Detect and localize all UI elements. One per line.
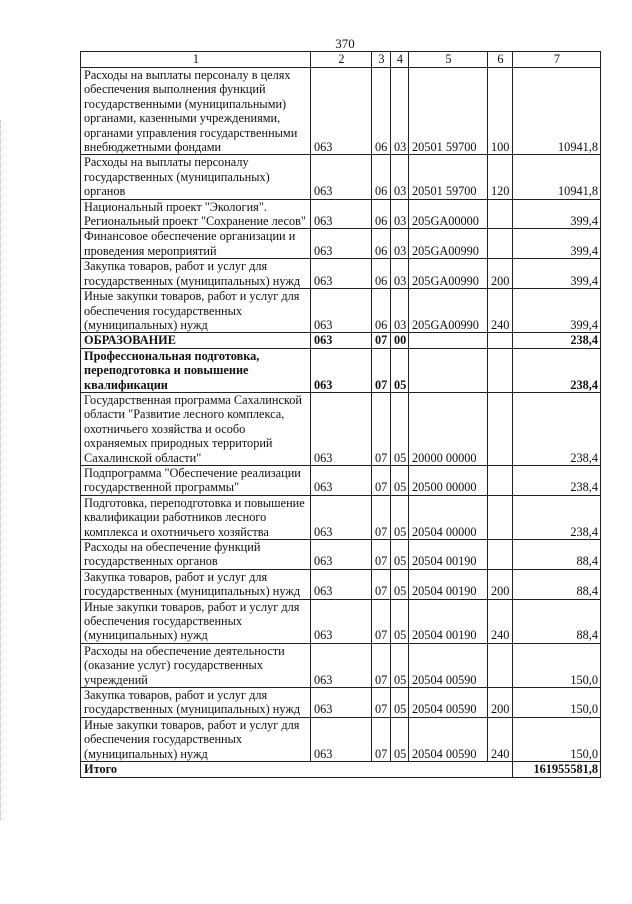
row-section-cell: 07 <box>372 348 391 392</box>
table-row <box>81 569 601 599</box>
row-expense-type-cell: 200 <box>488 569 513 599</box>
row-section-cell: 06 <box>372 155 391 199</box>
row-target-article-cell: 205GA00990 <box>409 259 488 289</box>
table-row <box>81 495 601 539</box>
row-amount-cell: 88,4 <box>513 569 601 599</box>
row-target-article-cell <box>409 348 488 392</box>
row-subsection-cell: 05 <box>391 495 409 539</box>
table-body <box>81 68 601 762</box>
table-row <box>81 599 601 643</box>
row-name-cell: Закупка товаров, работ и услуг для государственных (муниципальных) нужд <box>81 259 311 289</box>
table-row <box>81 643 601 687</box>
row-code-cell: 063 <box>311 540 372 570</box>
row-code-cell: 063 <box>311 392 372 465</box>
total-label: Итого <box>81 762 513 777</box>
row-expense-type-cell <box>488 348 513 392</box>
row-name-cell: Закупка товаров, работ и услуг для государственных (муниципальных) нужд <box>81 569 311 599</box>
row-code-cell: 063 <box>311 199 372 229</box>
row-target-article-cell: 20504 00590 <box>409 688 488 718</box>
row-expense-type-cell <box>488 229 513 259</box>
row-expense-type-cell <box>488 199 513 229</box>
row-subsection-cell: 03 <box>391 68 409 155</box>
column-header: 3 <box>372 52 391 68</box>
row-section-cell: 07 <box>372 717 391 761</box>
row-code-cell: 063 <box>311 465 372 495</box>
row-code-cell: 063 <box>311 569 372 599</box>
row-code-cell: 063 <box>311 333 372 348</box>
column-header: 5 <box>409 52 488 68</box>
row-expense-type-cell <box>488 540 513 570</box>
table-row <box>81 229 601 259</box>
row-target-article-cell <box>409 333 488 348</box>
row-amount-cell: 88,4 <box>513 599 601 643</box>
column-header: 7 <box>513 52 601 68</box>
row-expense-type-cell <box>488 495 513 539</box>
row-code-cell: 063 <box>311 495 372 539</box>
row-name-cell: Иные закупки товаров, работ и услуг для обеспечения государственных (муниципальных) нужд <box>81 717 311 761</box>
row-amount-cell: 150,0 <box>513 717 601 761</box>
row-amount-cell: 399,4 <box>513 259 601 289</box>
row-target-article-cell: 20504 00590 <box>409 643 488 687</box>
row-name-cell: Профессиональная подготовка, переподготовка и повышение квалификации <box>81 348 311 392</box>
row-target-article-cell: 20504 00000 <box>409 495 488 539</box>
row-subsection-cell: 05 <box>391 540 409 570</box>
row-expense-type-cell <box>488 465 513 495</box>
row-name-cell: Финансовое обеспечение организации и проведения мероприятий <box>81 229 311 259</box>
row-name-cell: ОБРАЗОВАНИЕ <box>81 333 311 348</box>
table-row <box>81 289 601 333</box>
row-amount-cell: 150,0 <box>513 688 601 718</box>
column-header: 1 <box>81 52 311 68</box>
row-expense-type-cell <box>488 392 513 465</box>
row-section-cell: 06 <box>372 259 391 289</box>
row-expense-type-cell: 200 <box>488 259 513 289</box>
row-name-cell: Национальный проект "Экология". Региональный проект "Сохранение лесов" <box>81 199 311 229</box>
row-section-cell: 07 <box>372 643 391 687</box>
row-subsection-cell: 05 <box>391 599 409 643</box>
row-subsection-cell: 03 <box>391 259 409 289</box>
row-expense-type-cell: 240 <box>488 599 513 643</box>
row-subsection-cell: 00 <box>391 333 409 348</box>
row-amount-cell: 399,4 <box>513 199 601 229</box>
row-expense-type-cell: 100 <box>488 68 513 155</box>
row-target-article-cell: 205GA00990 <box>409 229 488 259</box>
row-subsection-cell: 03 <box>391 289 409 333</box>
row-subsection-cell: 05 <box>391 348 409 392</box>
row-target-article-cell: 20504 00590 <box>409 717 488 761</box>
total-row <box>81 762 601 777</box>
header-row <box>81 52 601 68</box>
row-target-article-cell: 205GA00990 <box>409 289 488 333</box>
budget-table <box>80 51 601 778</box>
row-section-cell: 07 <box>372 688 391 718</box>
row-section-cell: 07 <box>372 540 391 570</box>
table-row <box>81 259 601 289</box>
row-name-cell: Иные закупки товаров, работ и услуг для обеспечения государственных (муниципальных) нужд <box>81 289 311 333</box>
row-target-article-cell: 20504 00190 <box>409 569 488 599</box>
row-amount-cell: 238,4 <box>513 495 601 539</box>
row-subsection-cell: 05 <box>391 465 409 495</box>
row-section-cell: 07 <box>372 465 391 495</box>
row-expense-type-cell: 240 <box>488 717 513 761</box>
table-row <box>81 392 601 465</box>
row-expense-type-cell: 200 <box>488 688 513 718</box>
row-name-cell: Расходы на обеспечение деятельности (оказание услуг) государственных учреждений <box>81 643 311 687</box>
row-amount-cell: 150,0 <box>513 643 601 687</box>
row-expense-type-cell <box>488 643 513 687</box>
row-amount-cell: 10941,8 <box>513 155 601 199</box>
row-target-article-cell: 205GA00000 <box>409 199 488 229</box>
row-name-cell: Государственная программа Сахалинской области "Развитие лесного комплекса, охотничьего хозяйства и особо охраняемых природных территорий Сахалинской области" <box>81 392 311 465</box>
row-code-cell: 063 <box>311 229 372 259</box>
table-row <box>81 155 601 199</box>
table-row <box>81 688 601 718</box>
row-section-cell: 07 <box>372 599 391 643</box>
row-amount-cell: 238,4 <box>513 392 601 465</box>
row-section-cell: 07 <box>372 495 391 539</box>
table-row <box>81 348 601 392</box>
row-target-article-cell: 20500 00000 <box>409 465 488 495</box>
row-amount-cell: 10941,8 <box>513 68 601 155</box>
column-header: 4 <box>391 52 409 68</box>
row-amount-cell: 238,4 <box>513 348 601 392</box>
row-target-article-cell: 20501 59700 <box>409 68 488 155</box>
row-amount-cell: 399,4 <box>513 289 601 333</box>
row-code-cell: 063 <box>311 155 372 199</box>
row-name-cell: Подпрограмма "Обеспечение реализации государственной программы" <box>81 465 311 495</box>
row-amount-cell: 238,4 <box>513 333 601 348</box>
row-code-cell: 063 <box>311 68 372 155</box>
row-code-cell: 063 <box>311 289 372 333</box>
row-subsection-cell: 05 <box>391 569 409 599</box>
row-section-cell: 07 <box>372 333 391 348</box>
table-row <box>81 68 601 155</box>
row-subsection-cell: 05 <box>391 717 409 761</box>
page-number: 370 <box>335 36 355 51</box>
column-header: 6 <box>488 52 513 68</box>
row-section-cell: 06 <box>372 289 391 333</box>
row-name-cell: Расходы на выплаты персоналу в целях обеспечения выполнения функций государственными (муниципальными) органами, казенными учреждениями, органами управления государственными внебюджетными фондами <box>81 68 311 155</box>
row-code-cell: 063 <box>311 348 372 392</box>
row-subsection-cell: 03 <box>391 229 409 259</box>
scan-margin-mark <box>0 120 2 820</box>
total-value: 161955581,8 <box>513 762 601 777</box>
row-subsection-cell: 05 <box>391 688 409 718</box>
row-code-cell: 063 <box>311 688 372 718</box>
row-section-cell: 07 <box>372 569 391 599</box>
row-subsection-cell: 05 <box>391 643 409 687</box>
row-code-cell: 063 <box>311 599 372 643</box>
row-amount-cell: 88,4 <box>513 540 601 570</box>
row-amount-cell: 399,4 <box>513 229 601 259</box>
row-subsection-cell: 05 <box>391 392 409 465</box>
row-target-article-cell: 20504 00190 <box>409 540 488 570</box>
row-subsection-cell: 03 <box>391 155 409 199</box>
row-section-cell: 06 <box>372 229 391 259</box>
row-name-cell: Иные закупки товаров, работ и услуг для обеспечения государственных (муниципальных) нужд <box>81 599 311 643</box>
table-row <box>81 540 601 570</box>
table-row <box>81 333 601 348</box>
row-expense-type-cell: 240 <box>488 289 513 333</box>
table-row <box>81 199 601 229</box>
row-code-cell: 063 <box>311 259 372 289</box>
column-header: 2 <box>311 52 372 68</box>
row-target-article-cell: 20504 00190 <box>409 599 488 643</box>
table-row <box>81 465 601 495</box>
row-name-cell: Расходы на обеспечение функций государственных органов <box>81 540 311 570</box>
row-code-cell: 063 <box>311 717 372 761</box>
row-section-cell: 07 <box>372 392 391 465</box>
row-name-cell: Расходы на выплаты персоналу государственных (муниципальных) органов <box>81 155 311 199</box>
row-expense-type-cell: 120 <box>488 155 513 199</box>
row-amount-cell: 238,4 <box>513 465 601 495</box>
row-name-cell: Закупка товаров, работ и услуг для государственных (муниципальных) нужд <box>81 688 311 718</box>
row-expense-type-cell <box>488 333 513 348</box>
row-target-article-cell: 20000 00000 <box>409 392 488 465</box>
table-row <box>81 717 601 761</box>
row-subsection-cell: 03 <box>391 199 409 229</box>
row-section-cell: 06 <box>372 199 391 229</box>
row-name-cell: Подготовка, переподготовка и повышение квалификации работников лесного комплекса и охотничьего хозяйства <box>81 495 311 539</box>
row-target-article-cell: 20501 59700 <box>409 155 488 199</box>
row-code-cell: 063 <box>311 643 372 687</box>
row-section-cell: 06 <box>372 68 391 155</box>
